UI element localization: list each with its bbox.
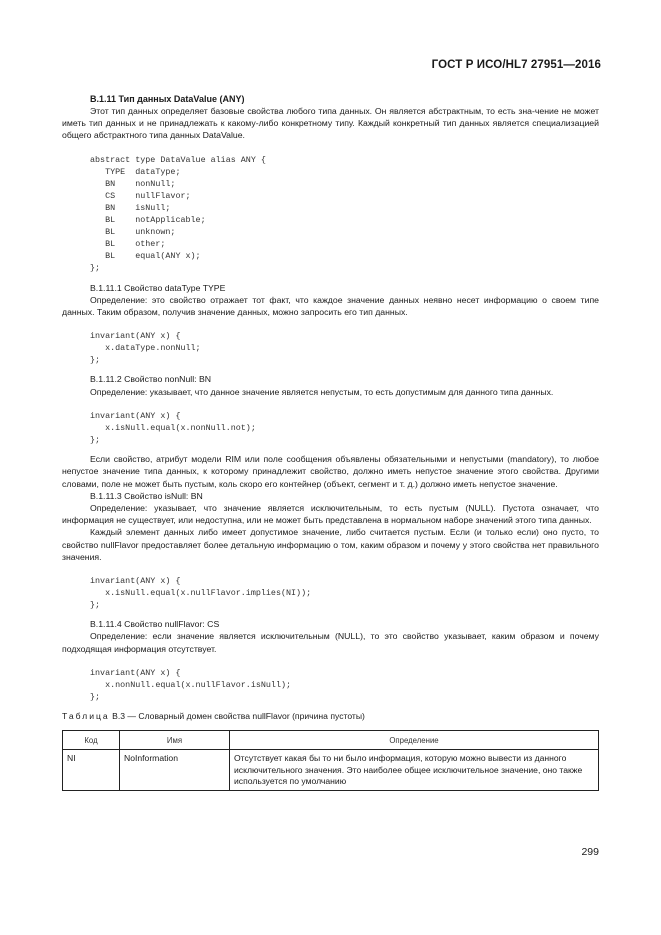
- cell-name: NoInformation: [120, 750, 230, 791]
- section-title: B.1.11 Тип данных DataValue (ANY): [90, 94, 245, 104]
- code-block-nullflavor: [90, 667, 599, 703]
- header-code: Код: [63, 731, 120, 750]
- code-line: abstract type DataValue alias ANY {: [90, 154, 266, 165]
- isnull-definition: Определение: указывает, что значение является исключительным, то есть пустым (NULL). Пустота означает, что информация не существует, или недоступна, или не может быть представлена в нормальном наборе значений этого типа данных.: [62, 502, 599, 526]
- code-line: x.nonNull.equal(x.nullFlavor.isNull);: [90, 679, 292, 690]
- nonnull-title: B.1.11.2 Свойство nonNull: BN: [90, 374, 212, 385]
- cell-definition: Отсутствует какая бы то ни было информация, которую можно вывести из данного исключительного значения. Это наиболее общее исключительное значение, оно также используется по умолчанию: [230, 750, 599, 791]
- code-block-main: [90, 154, 599, 275]
- code-line: BN nonNull;: [90, 178, 176, 189]
- section-intro: Этот тип данных определяет базовые свойства любого типа данных. Он является абстрактным, то есть зна-чение не может иметь тип данных и не принадлежать к какому-либо конкретному типу. Каждый конкретный тип данных является специализацией общего абстрактного типа данных DataValue.: [62, 106, 599, 141]
- table-caption-text: B.3 — Словарный домен свойства nullFlavor (причина пустоты): [109, 711, 365, 722]
- code-line: x.isNull.equal(x.nullFlavor.implies(NI));: [90, 588, 312, 599]
- isnull-note: Каждый элемент данных либо имеет допустимое значение, либо считается пустым. Если (и только если) оно пусто, то свойство nullFlavor предоставляет более детальную информацию о том, каким образом и почему у этого свойства нет правильного значения.: [62, 527, 599, 562]
- page-content: [62, 93, 599, 791]
- cell-code: NI: [63, 750, 120, 791]
- code-line: x.isNull.equal(x.nonNull.not);: [90, 422, 256, 433]
- datatype-title: B.1.11.1 Свойство dataType TYPE: [90, 282, 226, 293]
- code-line: invariant(ANY x) {: [90, 410, 181, 421]
- code-line: BN isNull;: [90, 202, 171, 213]
- code-block-datatype: [90, 330, 599, 366]
- nonnull-definition: Определение: указывает, что данное значение является непустым, то есть допустимым для данного типа данных.: [90, 386, 554, 397]
- isnull-title: B.1.11.3 Свойство isNull: BN: [90, 490, 203, 501]
- standard-header: ГОСТ Р ИСО/HL7 27951—2016: [431, 59, 601, 71]
- code-line: BL notApplicable;: [90, 215, 206, 226]
- nullflavor-table: [62, 730, 599, 791]
- code-line: };: [90, 692, 101, 703]
- code-block-nonnull: [90, 410, 599, 446]
- table-caption-prefix: Таблица: [62, 711, 110, 722]
- code-line: };: [90, 435, 101, 446]
- code-line: invariant(ANY x) {: [90, 575, 181, 586]
- code-line: };: [90, 355, 101, 366]
- header-definition: Определение: [230, 731, 599, 750]
- code-line: BL equal(ANY x);: [90, 251, 201, 262]
- table-header-row: [63, 731, 599, 750]
- code-line: CS nullFlavor;: [90, 190, 191, 201]
- code-line: BL other;: [90, 239, 166, 250]
- table-caption: [62, 710, 599, 722]
- nonnull-note: Если свойство, атрибут модели RIM или поле сообщения объявлены обязательными и непустыми (mandatory), то любое непустое значение типа данных, к которому принадлежит свойство, должно иметь непустое значение этого свойства. Другими словами, поле не может быть пустым, коль скоро его контейнер (объект, сегмент и т. д.) должно иметь непустое значение.: [62, 454, 599, 489]
- header-name: Имя: [120, 731, 230, 750]
- code-line: TYPE dataType;: [90, 166, 181, 177]
- code-line: x.dataType.nonNull;: [90, 343, 201, 354]
- nullflavor-title: B.1.11.4 Свойство nullFlavor: CS: [90, 619, 220, 630]
- table-row: [63, 750, 599, 791]
- code-line: BL unknown;: [90, 227, 176, 238]
- code-line: };: [90, 263, 101, 274]
- code-line: invariant(ANY x) {: [90, 667, 181, 678]
- code-line: };: [90, 600, 101, 611]
- datatype-definition: Определение: это свойство отражает тот факт, что каждое значение данных неявно несет информацию о своем типе данных. Таким образом, получив значение данных, можно запросить его тип данных.: [62, 294, 599, 317]
- page-number: 299: [581, 846, 599, 858]
- nullflavor-definition: Определение: если значение является исключительным (NULL), то это свойство указывает, каким образом и почему подходящая информация отсутствует.: [62, 631, 599, 654]
- code-block-isnull: [90, 575, 599, 611]
- code-line: invariant(ANY x) {: [90, 331, 181, 342]
